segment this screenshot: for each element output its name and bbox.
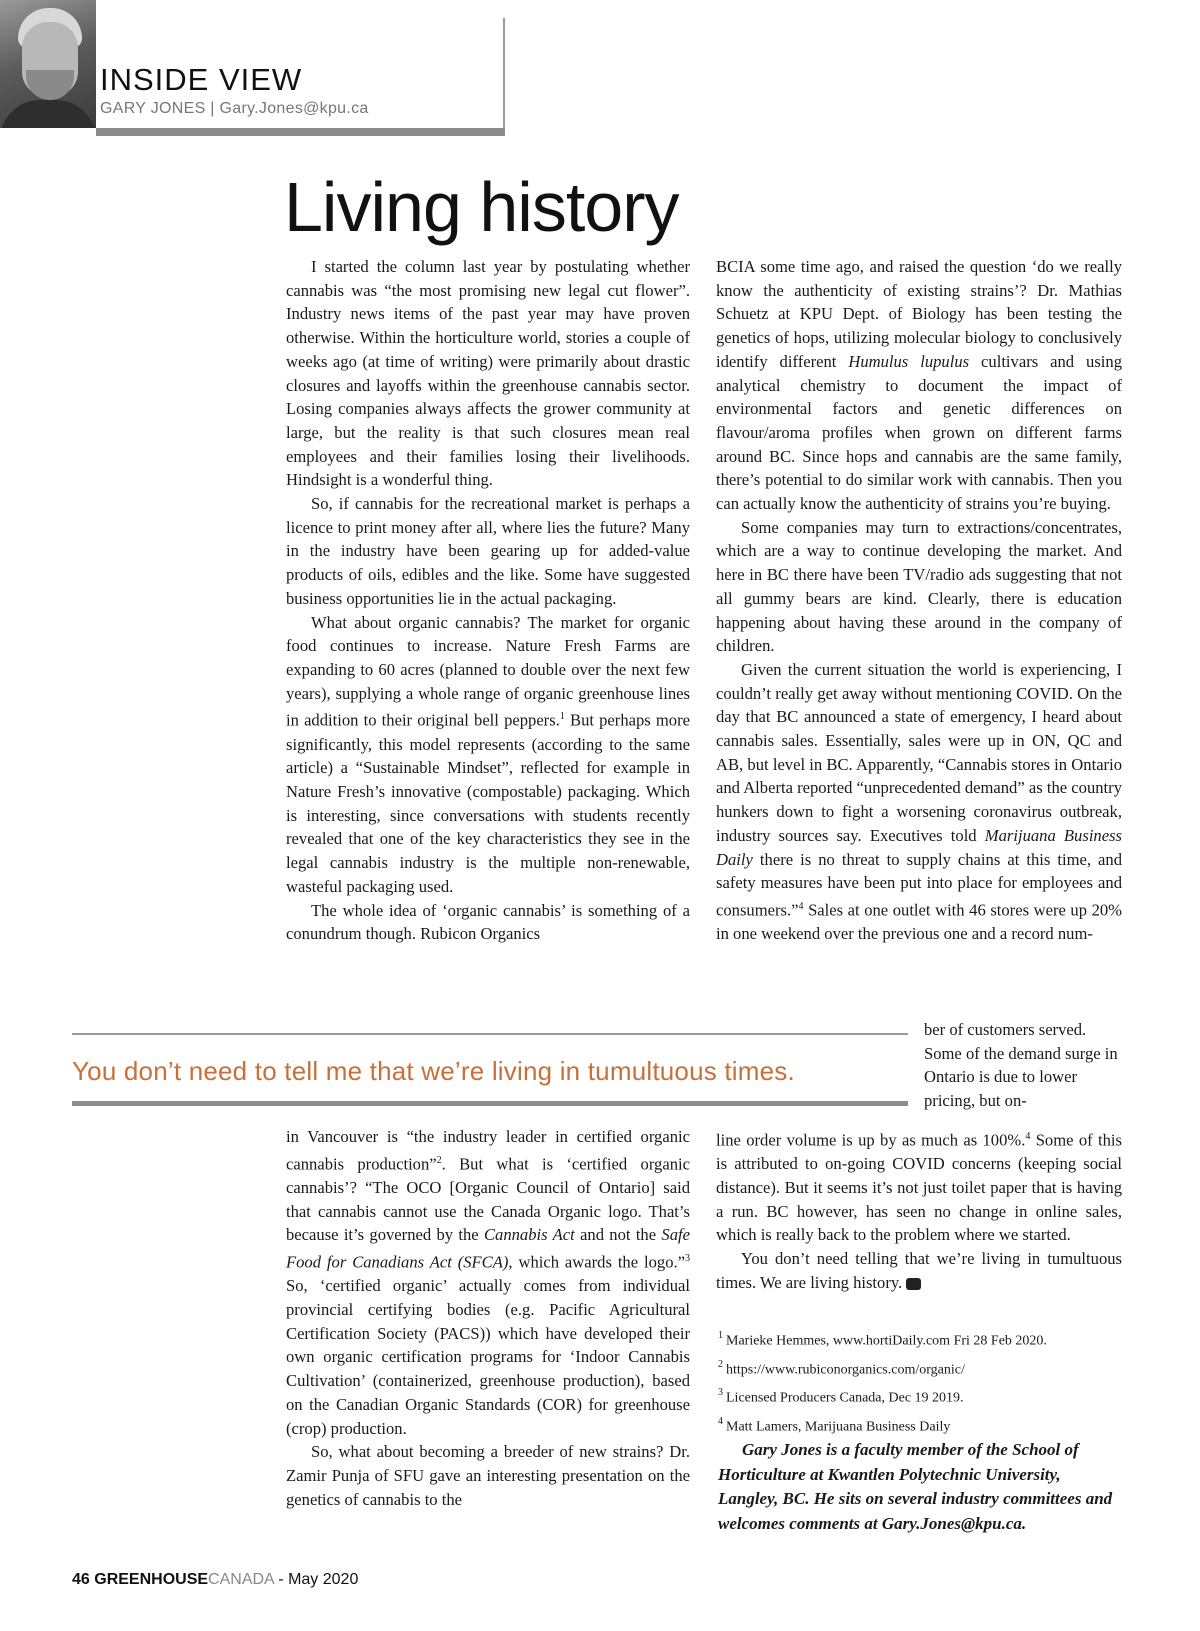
paragraph-text: line order volume is up by as much as 100%. — [716, 1130, 1026, 1150]
footnote-text: Licensed Producers Canada, Dec 19 2019. — [726, 1390, 964, 1406]
paragraph-text: in Vancouver is “the industry leader in certified organic cannabis production” — [286, 1127, 690, 1174]
paragraph — [716, 1125, 1122, 1247]
act-name: Safe Food for Canadians Act (SFCA) — [286, 1225, 690, 1272]
footnote-ref: 4 — [1025, 1131, 1031, 1142]
footnote-number: 4 — [718, 1415, 723, 1427]
paragraph-text: Some of this is attributed to on-going COVID concerns (keeping social distance). But it seems it’s not just toilet paper that is having a run. BC however, has seen no change in online sales, which is really back to the problem where we started. — [716, 1130, 1122, 1245]
paragraph — [716, 658, 1122, 946]
header-divider-horizontal — [96, 128, 505, 136]
footnote-text: Matt Lamers, Marijuana Business Daily — [726, 1419, 951, 1435]
paragraph-text: ber of customers served. Some of the demand surge in Ontario is due to lower pricing, but on- — [924, 1020, 1118, 1111]
paragraph — [716, 255, 1122, 516]
pull-quote-rule-bottom — [72, 1101, 908, 1106]
article-column-right-wrap — [924, 1018, 1122, 1113]
paragraph: Some companies may turn to extractions/concentrates, which are a way to continue developing the market. And here in BC there have been TV/radio ads suggesting that not all gummy bears are kind. Clearly, there is education happening about having these around in the company of children. — [716, 517, 1122, 656]
paragraph-text: So, ‘certified organic’ actually comes from individual provincial certifying bodies (e.g. Pacific Agricultural Certification Society (PACS)) which have developed their own organic certification programs for ‘Indoor Cannabis Cultivation’ (containerized, greenhouse production), based on the Canadian Organic Standards (COR) for greenhouse (crop) production. — [286, 1276, 690, 1438]
footnotes — [718, 1325, 1122, 1440]
pull-quote-rule-top — [72, 1033, 908, 1035]
author-bio-text: Gary Jones is a faculty member of the School of Horticulture at Kwantlen Polytechnic University, Langley, BC. He sits on several industry committees and welcomes comments at Gary.Jones@kpu.ca. — [718, 1440, 1113, 1533]
footnote-item — [718, 1382, 1122, 1411]
page-number: 46 — [72, 1571, 90, 1588]
paragraph-text: . But what is ‘certified organic cannabis’? “The OCO [Organic Council of Ontario] said that cannabis cannot use the Canada Organic logo. That’s because it’s governed by the — [286, 1154, 690, 1245]
paragraph-text: You don’t need telling that we’re living in tumultuous times. We are living history. — [716, 1249, 1122, 1292]
footnote-item — [718, 1325, 1122, 1354]
footnote-number: 2 — [718, 1358, 723, 1370]
paragraph: So, if cannabis for the recreational market is perhaps a licence to print money after all, where lies the future? Many in the industry have been gearing up for added-value products of oils, edibles and the like. Some have suggested business opportunities lie in the actual packaging. — [286, 494, 690, 608]
article-column-right-bottom — [716, 1125, 1122, 1294]
page-footer — [72, 1572, 358, 1588]
footnote-ref: 1 — [559, 711, 565, 723]
header-divider-vertical — [503, 18, 505, 136]
footnote-item — [718, 1354, 1122, 1383]
paragraph-text: But perhaps more significantly, this model represents (according to the same article) a “Sustainable Mindset”, reflected for example in Nature Fresh’s innovative (compostable) packaging. Which is interesting, since conversations with students recently revealed that one of the key characteristics they see in the legal cannabis industry is the multiple non-renewable, wasteful packaging used. — [286, 710, 690, 896]
paragraph: The whole idea of ‘organic cannabis’ is something of a conundrum though. Rubicon Organics — [286, 900, 690, 944]
article-column-left-bottom — [286, 1125, 690, 1511]
paragraph — [286, 1125, 690, 1440]
paragraph-text: BCIA some time ago, and raised the question ‘do we really know the authenticity of existing strains’? Dr. Mathias Schuetz at KPU Dept. of Biology has been testing the genetics of hops, utilizing molecular biology to conclusively identify different — [716, 257, 1122, 371]
author-photo-shoulders — [0, 100, 96, 128]
paragraph-text: there is no threat to supply chains at this time, and safety measures have been put into place for employees and consumers.” — [716, 849, 1122, 920]
article-title: Living history — [284, 168, 679, 246]
footnote-text: https://www.rubiconorganics.com/organic/ — [726, 1362, 965, 1378]
section-label: INSIDE VIEW — [100, 62, 303, 97]
magazine-name-light: CANADA — [208, 1571, 274, 1588]
paragraph-text: What about organic cannabis? The market for organic food continues to increase. Nature Fresh Farms are expanding to 60 acres (planned to double over the next few years), supplying a whole range of organic greenhouse lines in addition to their original bell peppers. — [286, 612, 690, 730]
paragraph-text: cultivars and using analytical chemistry to document the impact of environmental factors and genetic differences on flavour/aroma profiles when grown on different farms around BC. Since hops and cannabis are the same family, there’s potential to do similar work with cannabis. Then you can actually know the authenticity of strains you’re buying. — [716, 351, 1122, 514]
paragraph-text: and not the — [580, 1225, 657, 1245]
magazine-name-bold: GREENHOUSE — [94, 1571, 209, 1588]
issue-date: - May 2020 — [278, 1571, 359, 1588]
footnote-number: 1 — [718, 1330, 723, 1341]
paragraph: I started the column last year by postulating whether cannabis was “the most promising new legal cut flower”. Industry news items of the past year may have proven otherwise. Within the horticulture world, stories a couple of weeks ago (at time of writing) were primarily about drastic closures and layoffs within the greenhouse cannabis sector. Losing companies always affects the grower community at large, but the reality is that such closures mean real employees and their families losing their livelihoods. Hindsight is a wonderful thing. — [286, 257, 690, 490]
author-bio — [718, 1438, 1122, 1536]
footnote-text: Marieke Hemmes, www.hortiDaily.com Fri 28 Feb 2020. — [726, 1333, 1047, 1349]
pull-quote: You don’t need to tell me that we’re living in tumultuous times. — [72, 1056, 795, 1086]
footnote-item — [718, 1411, 1122, 1440]
species-name: Humulus lupulus — [848, 351, 970, 371]
author-photo-beard — [26, 70, 74, 100]
act-name: Cannabis Act — [483, 1225, 575, 1245]
paragraph: So, what about becoming a breeder of new strains? Dr. Zamir Punja of SFU gave an interesting presentation on the genetics of cannabis to the — [286, 1442, 690, 1509]
publication-name: Marijuana Business Daily — [716, 825, 1123, 869]
author-photo — [0, 0, 96, 128]
author-byline: GARY JONES | Gary.Jones@kpu.ca — [100, 100, 369, 117]
end-of-article-icon: GC — [906, 1278, 921, 1290]
paragraph-text: Sales at one outlet with 46 stores were up 20% in one weekend over the previous one and a record num- — [716, 900, 1122, 944]
footnote-ref: 3 — [685, 1253, 691, 1265]
footnote-ref: 2 — [436, 1154, 442, 1166]
paragraph-text: Given the current situation the world is experiencing, I couldn’t really get away without mentioning COVID. On the day that BC announced a state of emergency, I heard about cannabis sales. Essentially, sales were up in ON, QC and AB, but level in BC. Apparently, “Cannabis stores in Ontario and Alberta reported “unprecedented demand” as the country hunkers down to fight a worsening coronavirus outbreak, industry sources say. Executives told — [716, 659, 1122, 845]
article-column-right-top — [716, 255, 1122, 946]
footnote-number: 3 — [718, 1387, 723, 1399]
paragraph — [716, 1247, 1122, 1294]
paragraph-text: , which awards the logo.” — [508, 1252, 686, 1272]
footnote-ref: 4 — [798, 900, 804, 912]
paragraph — [286, 611, 690, 899]
article-column-left-top — [286, 255, 690, 946]
